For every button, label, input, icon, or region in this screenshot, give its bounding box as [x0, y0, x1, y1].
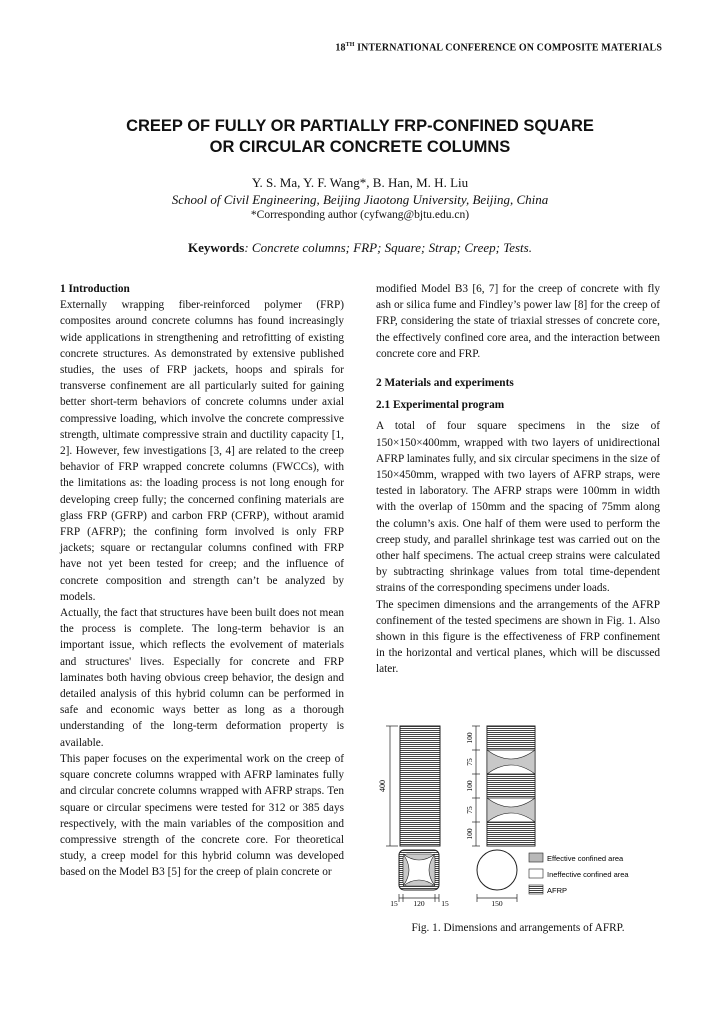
dim-150: 150: [491, 899, 503, 908]
left-column: [60, 281, 344, 881]
dim-400: 400: [378, 780, 387, 792]
subsection-2-1-heading: 2.1 Experimental program: [376, 399, 505, 412]
paragraph: A total of four square specimens in the size of 150×150×400mm, wrapped with two layers of unidirectional AFRP laminates fully, and six circular specimens in the size of 150×450mm, wrapped with two layers of AFRP straps, were tested in laboratory. The AFRP straps were 100mm in width with the overlap of 150mm and the spacing of 75mm along the column’s axis. One half of them were used to perform the creep study, and parallel shrinkage test was carried out on the other half specimens. The actual creep strains were calculated by subtracting shrinkage values from total time-dependent strains of the corresponding specimens under loads.: [376, 420, 660, 595]
dim-gap-1: 75: [465, 758, 474, 766]
header-text: INTERNATIONAL CONFERENCE ON COMPOSITE MATERIALS: [354, 42, 662, 54]
authors: Y. S. Ma, Y. F. Wang*, B. Han, M. H. Liu: [251, 175, 469, 190]
section-1-heading: 1 Introduction: [60, 283, 130, 295]
paragraph: modified Model B3 [6, 7] for the creep of concrete with fly ash or silica fume and Findley’s power law [8] for the creep of FRP, considering the state of triaxial stresses of concrete core, the effectively confined core area, and the interaction between concrete core and FRP.: [376, 283, 660, 360]
affiliation: School of Civil Engineering, Beijing Jiaotong University, Beijing, China: [171, 192, 549, 207]
square-cross-section: [399, 850, 439, 890]
legend-swatch-effective: [529, 853, 543, 862]
strap-dimensions: [465, 726, 480, 846]
title-line-2: OR CIRCULAR CONCRETE COLUMNS: [209, 138, 511, 156]
paragraph: Actually, the fact that structures have been built does not mean the process is complete. The long-term behavior is an important issue, which reflects the evolvement of materials and structures' lives. Especially for concrete and FRP laminates both having obvious creep behavior, the design and detailed analysis of this hybrid column can be performed in safe and economic ways better as long as a thorough understanding of the long-term deformation property is available.: [60, 607, 344, 749]
keywords: [40, 240, 680, 256]
dim-15-right: 15: [441, 899, 449, 908]
keywords-label: Keywords: [188, 240, 245, 255]
dim-strap-2: 100: [465, 780, 474, 792]
header-superscript: TH: [345, 42, 355, 48]
figure-caption: Fig. 1. Dimensions and arrangements of AFRP.: [411, 922, 625, 934]
circle-dimension: [477, 894, 517, 908]
square-column-elevation: [400, 726, 440, 846]
legend-label-ineffective: Ineffective confined area: [547, 870, 629, 879]
circular-column-elevation: [487, 726, 535, 846]
height-dimension: [378, 726, 398, 846]
right-column: [376, 281, 660, 678]
dim-gap-2: 75: [465, 806, 474, 814]
keywords-text: : Concrete columns; FRP; Square; Strap; Creep; Tests.: [244, 240, 532, 255]
legend-swatch-afrp: [529, 885, 543, 894]
legend-label-effective: Effective confined area: [547, 854, 624, 863]
paragraph: Externally wrapping fiber-reinforced polymer (FRP) composites around concrete columns has found increasingly wide applications in strengthening and retrofitting of existing concrete structures. As demonstrated by extensive published studies, the uses of FRP jackets, hoops and spirals for transverse confinement are all particularly suited for gaining better short-term behaviors of concrete columns under axial compressive loading, which involve the concrete compressive strength, ultimate compressive strain and ductility capacity [1, 2]. However, few investigations [3, 4] are related to the creep behavior of FRP wrapped concrete columns (FWCCs), with the limitations as: the loading process is not long enough for developing creep fully; the concerned confining materials are glass FRP (GFRP) and carbon FRP (CFRP), without aramid FRP (AFRP); the confining form involved is only FRP jackets; square or rectangular columns confined with FRP have not yet been tested for creep; and the influence of concrete composition and strength can’t be analyzed by models.: [60, 299, 344, 603]
section-2-heading: 2 Materials and experiments: [376, 377, 514, 390]
dim-15-left: 15: [390, 899, 398, 908]
figure-afrp-arrangement: [372, 722, 662, 918]
conference-header: [335, 42, 662, 53]
figure-legend: [529, 853, 629, 895]
title-line-1: CREEP OF FULLY OR PARTIALLY FRP-CONFINED SQUARE: [126, 117, 594, 135]
corresponding-author: *Corresponding author (cyfwang@bjtu.edu.cn): [250, 209, 470, 221]
paragraph: This paper focuses on the experimental work on the creep of square concrete columns wrapped with AFRP laminates fully and circular concrete columns wrapped with AFRP straps. Ten square or circular specimens were tested for 312 or 385 days respectively, with the main variables of the composition and compressive strength of the concrete core. For theoretical study, a creep model for this hybrid column was developed based on the Model B3 [5] for the creep of plain concrete or: [60, 752, 344, 879]
dim-120: 120: [413, 899, 425, 908]
header-number: 18: [335, 42, 346, 54]
square-section-dimensions: [390, 894, 449, 908]
paper-title: [40, 116, 680, 158]
dim-strap-3: 100: [465, 828, 474, 840]
paragraph: The specimen dimensions and the arrangements of the AFRP confinement of the tested specimens are shown in Fig. 1. Also shown in this figure is the effectiveness of FRP confinement in the horizontal and vertical planes, which will be discussed later.: [376, 598, 660, 676]
legend-swatch-ineffective: [529, 869, 543, 878]
legend-label-afrp: AFRP: [547, 886, 568, 895]
circular-cross-section: [477, 850, 517, 890]
dim-strap-1: 100: [465, 732, 474, 744]
